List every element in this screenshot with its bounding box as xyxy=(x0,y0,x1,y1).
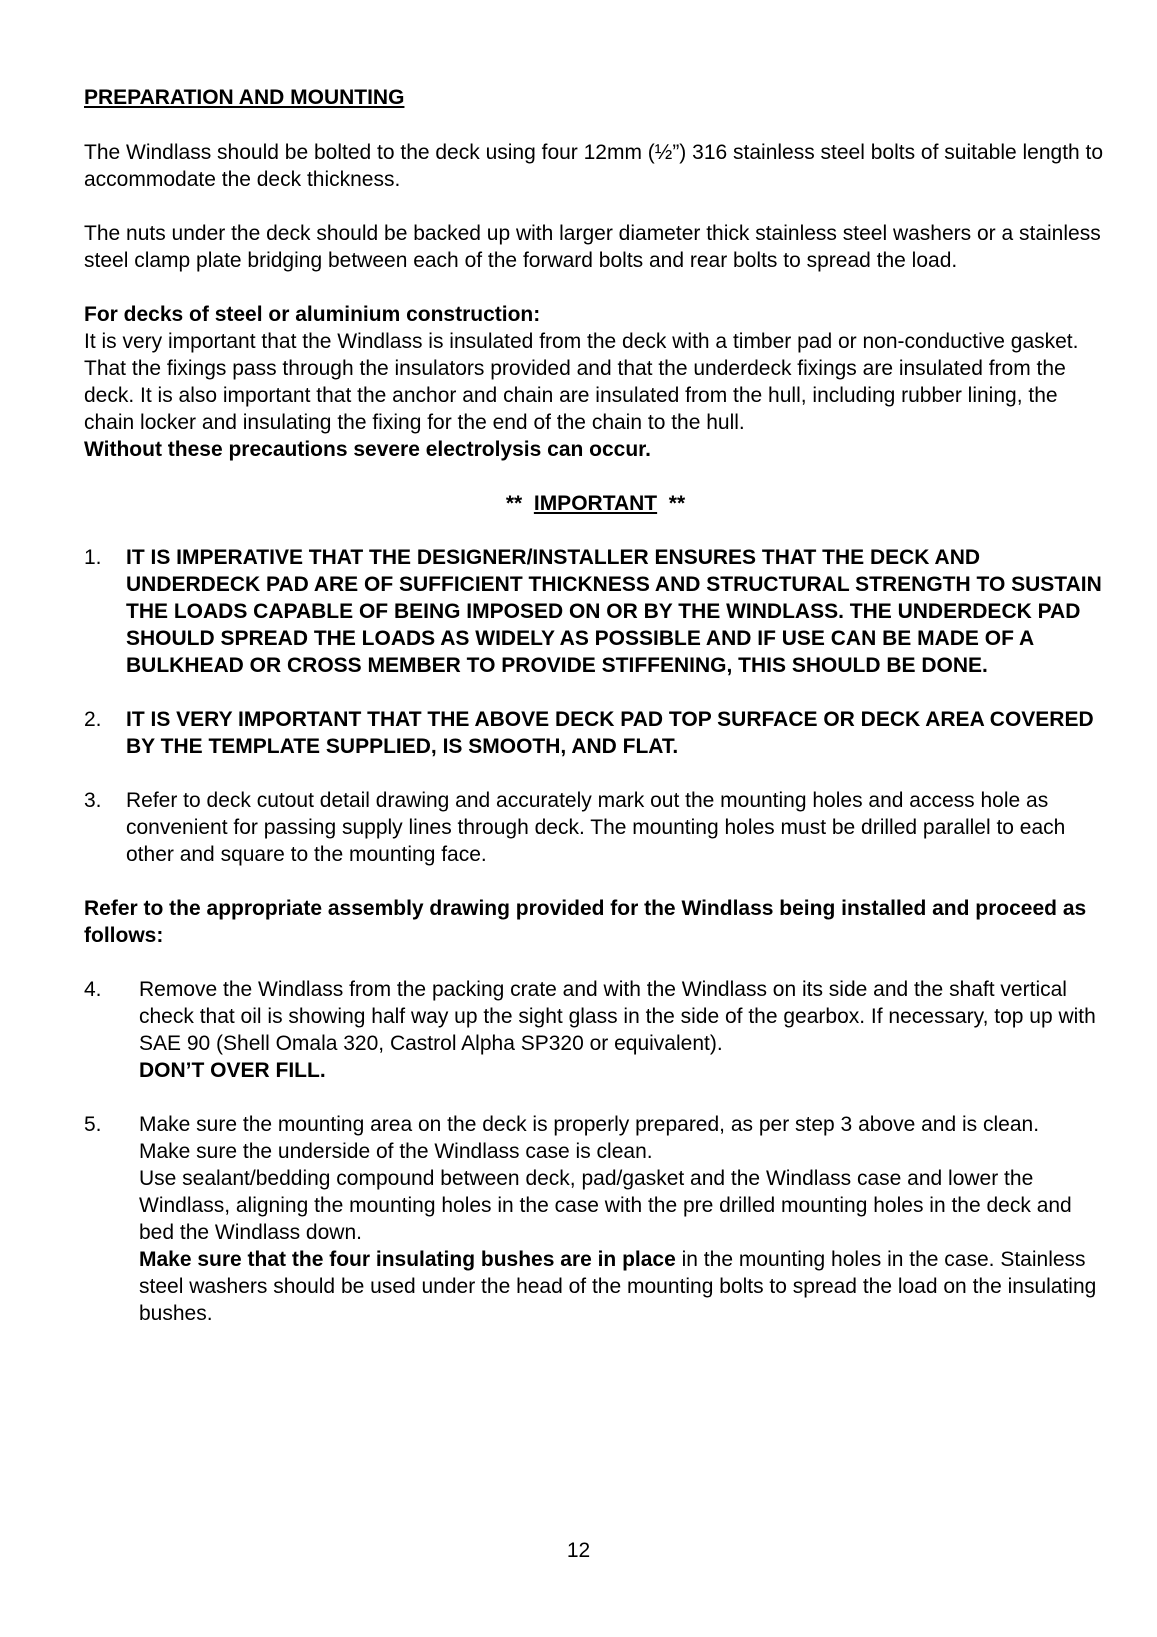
item-number: 2. xyxy=(84,708,102,731)
list-item-2 xyxy=(84,706,1107,760)
page-number: 12 xyxy=(566,1539,591,1562)
list-item-4 xyxy=(84,976,1107,1084)
item-line: Make sure the mounting area on the deck is properly prepared, as per step 3 above and is clean. xyxy=(139,1113,1040,1136)
section-heading: PREPARATION AND MOUNTING xyxy=(84,86,405,109)
item-text: IT IS VERY IMPORTANT THAT THE ABOVE DECK PAD TOP SURFACE OR DECK AREA COVERED BY THE TEMPLATE SUPPLIED, IS SMOOTH, AND FLAT. xyxy=(126,708,1094,758)
list-item-1 xyxy=(84,544,1107,679)
list-item-5 xyxy=(84,1111,1107,1327)
bushes-text: in the mounting holes in the case. Stainless steel washers should be used under the head of the mounting bolts to spread the load on the insulating bushes. xyxy=(139,1248,1097,1325)
item-text: IT IS IMPERATIVE THAT THE DESIGNER/INSTALLER ENSURES THAT THE DECK AND UNDERDECK PAD ARE OF SUFFICIENT THICKNESS AND STRUCTURAL STRENGTH TO SUSTAIN THE LOADS CAPABLE OF BEING IMPOSED ON OR BY THE WINDLASS. THE UNDERDECK PAD SHOULD SPREAD THE LOADS AS WIDELY AS POSSIBLE AND IF USE CAN BE MADE OF A BULKHEAD OR CROSS MEMBER TO PROVIDE STIFFENING, THIS SHOULD BE DONE. xyxy=(126,546,1102,677)
item-text: Remove the Windlass from the packing crate and with the Windlass on its side and the shaft vertical check that oil is showing half way up the sight glass in the side of the gearbox. If necessary, top up with SAE 90 (Shell Omala 320, Castrol Alpha SP320 or equivalent). xyxy=(139,978,1096,1055)
important-label: IMPORTANT xyxy=(533,492,658,515)
item-number: 5. xyxy=(84,1113,102,1136)
important-title xyxy=(84,490,1107,517)
item-text: Refer to deck cutout detail drawing and accurately mark out the mounting holes and access hole as convenient for passing supply lines through deck. The mounting holes must be drilled parallel to each other and square to the mounting face. xyxy=(126,789,1066,866)
list-item-3 xyxy=(84,787,1107,868)
item-body xyxy=(139,1111,1107,1327)
item-line: Make sure the underside of the Windlass case is clean. xyxy=(139,1140,653,1163)
refer-paragraph: Refer to the appropriate assembly drawing provided for the Windlass being installed and proceed as follows: xyxy=(84,897,1087,947)
bushes-emphasis: Make sure that the four insulating bushes are in place xyxy=(139,1248,676,1271)
item-number: 3. xyxy=(84,789,102,812)
item-number: 1. xyxy=(84,546,102,569)
important-stars-left: ** xyxy=(505,492,523,515)
item-line: Use sealant/bedding compound between deck, pad/gasket and the Windlass case and lower the Windlass, aligning the mounting holes in the case with the pre drilled mounting holes in the deck and bed the Windlass down. xyxy=(139,1167,1072,1244)
important-stars-right: ** xyxy=(668,492,686,515)
paragraph-washers: The nuts under the deck should be backed up with larger diameter thick stainless steel washers or a stainless steel clamp plate bridging between each of the forward bolts and rear bolts to spread the load. xyxy=(84,222,1101,272)
item-body xyxy=(139,976,1107,1084)
item-line xyxy=(139,1246,1107,1327)
item-number: 4. xyxy=(84,978,102,1001)
overfill-warning: DON’T OVER FILL. xyxy=(139,1059,326,1082)
steel-subheading: For decks of steel or aluminium construction: xyxy=(84,303,541,326)
paragraph-bolts: The Windlass should be bolted to the deck using four 12mm (½”) 316 stainless steel bolts of suitable length to accommodate the deck thickness. xyxy=(84,141,1104,191)
electrolysis-warning: Without these precautions severe electrolysis can occur. xyxy=(84,438,652,461)
steel-paragraph: It is very important that the Windlass is insulated from the deck with a timber pad or non-conductive gasket. That the fixings pass through the insulators provided and that the underdeck fixings are insulated from the deck. It is also important that the anchor and chain are insulated from the hull, including rubber lining, the chain locker and insulating the fixing for the end of the chain to the hull. xyxy=(84,330,1079,434)
